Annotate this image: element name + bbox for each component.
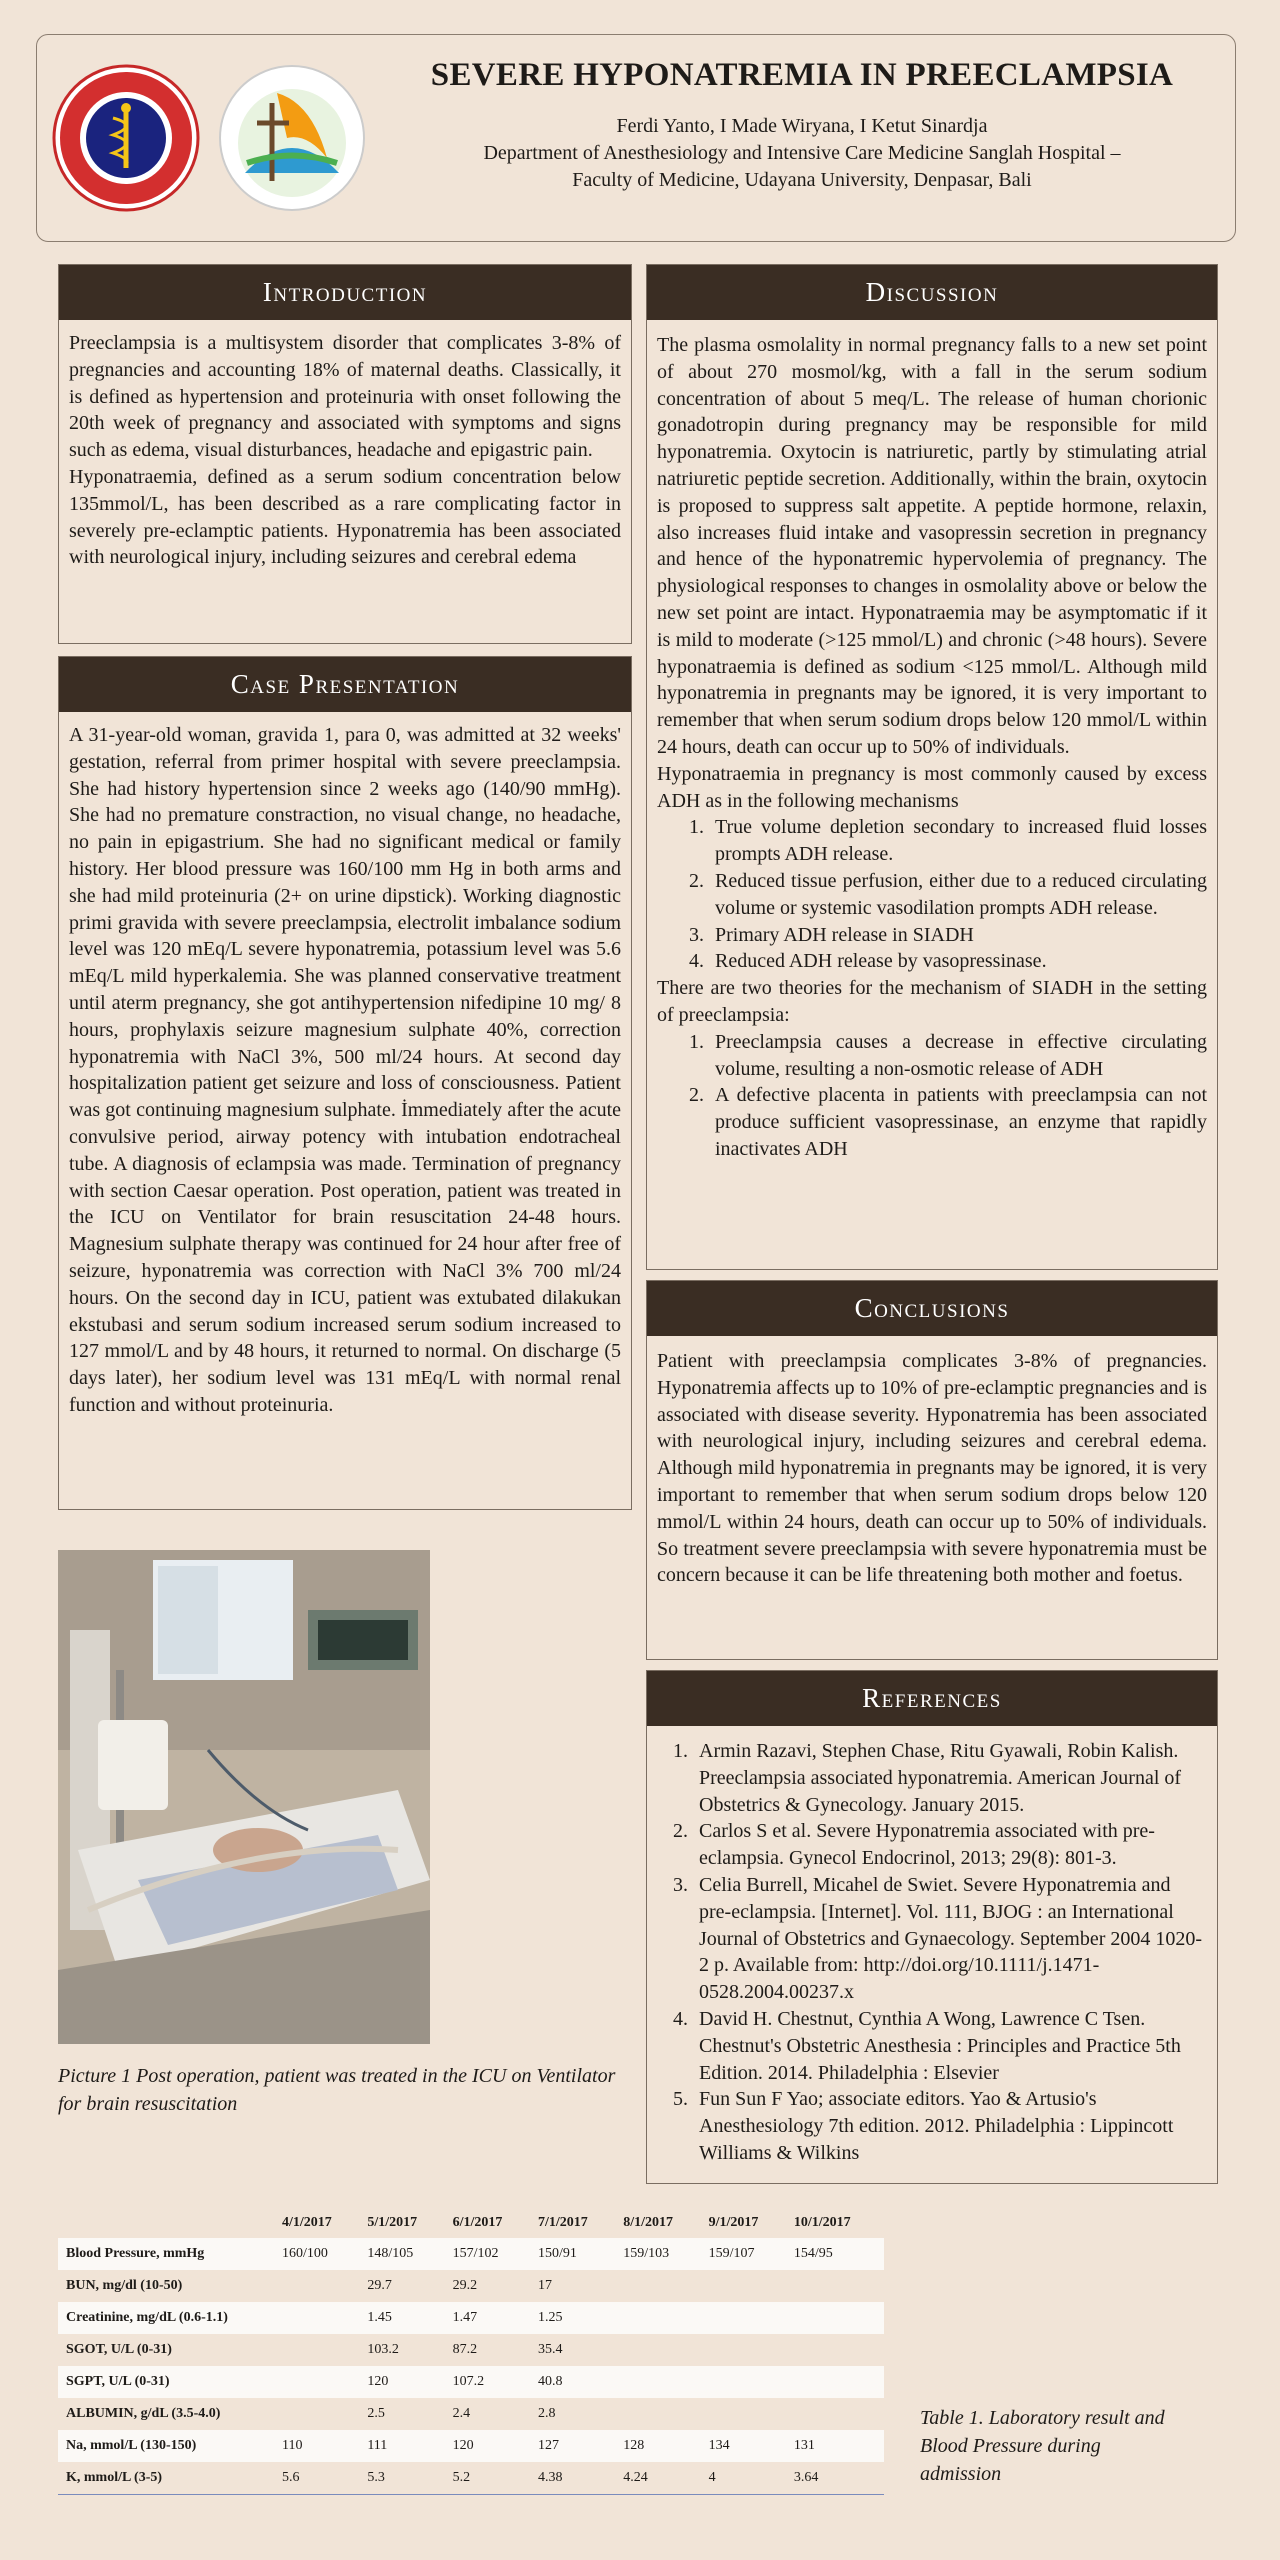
- table-cell: 40.8: [532, 2366, 617, 2398]
- table-cell: [703, 2398, 788, 2430]
- table-cell: 103.2: [367, 2342, 399, 2357]
- table-header-cell: 5/1/2017: [367, 2215, 418, 2230]
- table-cell: 17: [537, 2278, 552, 2293]
- list-item: 2. A defective placenta in patients with preeclampsia can not produce sufficient vasopressinase, an enzyme that rapidly inactivates ADH: [709, 1082, 1207, 1162]
- discussion-paragraph: Hyponatraemia in pregnancy is most commonly caused by excess ADH as in the following mechanisms: [657, 762, 1207, 812]
- photo-caption: Picture 1 Post operation, patient was treated in the ICU on Ventilator for brain resuscitation: [58, 2065, 616, 2115]
- table-cell: 157/102: [447, 2238, 532, 2270]
- table-cell: 159/103: [617, 2238, 702, 2270]
- table-row: [58, 2270, 884, 2302]
- icu-patient-photo: [58, 1550, 430, 2044]
- introduction-body: [59, 320, 631, 571]
- list-item: 2. Reduced tissue perfusion, either due to a reduced circulating volume or systemic vasodilation prompts ADH release.: [709, 868, 1207, 922]
- table-cell: 4: [703, 2462, 788, 2495]
- table-cell: 127: [532, 2430, 617, 2462]
- list-item: 3. Primary ADH release in SIADH: [709, 922, 1207, 949]
- author-block: [377, 113, 1227, 194]
- sanglah-hospital-logo: [217, 63, 367, 213]
- reference-item: 3. Celia Burrell, Micahel de Swiet. Severe Hyponatremia and pre-eclampsia. [Internet]. Vol. 111, BJOG : an International Journal of Obstetrics and Gynaecology. September 2004 1020-2 p. Available from: http://doi.org/10.1111/j.1471-0528.2004.00237.x: [693, 1872, 1207, 2006]
- discussion-heading: Discussion: [647, 265, 1217, 320]
- case-paragraph: A 31-year-old woman, gravida 1, para 0, was admitted at 32 weeks' gestation, referral from primer hospital with severe preeclampsia. She had history hypertension since 2 weeks ago (140/90 mmHg). She had no premature constraction, no visual change, no headache, no pain in epigastrium. She had no significant medical or family history. Her blood pressure was 160/100 mm Hg in both arms and she had mild proteinuria (2+ on urine dipstick). Working diagnostic primi gravida with severe preeclampsia, electrolit imbalance sodium level was 120 mEq/L severe hyponatremia, potassium level was 5.6 mEq/L mild hyperkalemia. She was planned conservative treatment until aterm pregnancy, she got antihypertension nifedipine 10 mg/ 8 hours, prophylaxis seizure magnesium sulphate 40%, correction hyponatremia with NaCl 3%, 500 ml/24 hours. At second day hospitalization patient get seizure and loss of consciousness. Patient was got continuing magnesium sulphate. İmmediately after the acute convulsive period, airway potency with intubation endotracheal tube. A diagnosis of eclampsia was made. Termination of pregnancy with section Caesar operation. Post operation, patient was treated in the ICU on Ventilator for brain resuscitation 24-48 hours. Magnesium sulphate therapy was continued for 24 hour after free of seizure, hyponatremia was correction with NaCl 3% 700 ml/24 hours. On the second day in ICU, patient was extubated dilakukan ekstubasi and serum sodium increased serum sodium increased to 127 mmol/L and by 48 hours, it returned to normal. On discharge (5 days later), her sodium level was 131 mEq/L with normal renal function and without proteinuria.: [69, 724, 621, 1416]
- table-row: [58, 2430, 884, 2462]
- table-row: [58, 2462, 884, 2495]
- table-cell: [617, 2366, 702, 2398]
- table-cell: 110: [276, 2430, 361, 2462]
- reference-item: 2. Carlos S et al. Severe Hyponatremia associated with pre-eclampsia. Gynecol Endocrinol, 2013; 29(8): 801-3.: [693, 1818, 1207, 1872]
- table-header-cell: 9/1/2017: [708, 2215, 759, 2230]
- table-row: [58, 2238, 884, 2270]
- poster-header: [36, 34, 1236, 242]
- table-cell: 148/105: [361, 2238, 446, 2270]
- row-label: Na, mmol/L (130-150): [58, 2430, 276, 2462]
- table-cell: [703, 2302, 788, 2334]
- row-label: SGOT, U/L (0-31): [66, 2342, 172, 2357]
- row-label: Creatinine, mg/dL (0.6-1.1): [58, 2302, 276, 2334]
- siadh-theory-list: [657, 1029, 1207, 1163]
- table-cell: [276, 2334, 361, 2366]
- table-cell: [617, 2334, 702, 2366]
- list-item: 1. Preeclampsia causes a decrease in effective circulating volume, resulting a non-osmotic release of ADH: [709, 1029, 1207, 1083]
- table-caption: Table 1. Laboratory result and Blood Pressure during admission: [920, 2407, 1165, 2485]
- table-header-cell: [58, 2208, 276, 2238]
- row-label: K, mmol/L (3-5): [58, 2462, 276, 2495]
- case-presentation-body: [59, 712, 631, 1419]
- conclusions-paragraph: Patient with preeclampsia complicates 3-8% of pregnancies. Hyponatremia affects up to 10% of pre-eclamptic pregnancies and is associated with disease severity. Hyponatremia has been associated with neurological injury, including seizures and cerebral edema. Although mild hyponatremia in pregnants may be ignored, it is very important to remember that when serum sodium drops below 120 mmol/L within 24 hours, death can occur up to 50% of individuals. So treatment severe preeclampsia with severe hyponatremia must be concern because it can be life threatening both mother and foetus.: [657, 1350, 1207, 1587]
- table-cell: [617, 2270, 702, 2302]
- table-header-cell: 4/1/2017: [282, 2215, 332, 2230]
- table-row: [58, 2302, 884, 2334]
- table-cell: 154/95: [788, 2238, 884, 2270]
- table-cell: 107.2: [447, 2366, 532, 2398]
- discussion-paragraph: The plasma osmolality in normal pregnancy falls to a new set point of about 270 mosmol/kg, with a fall in the serum sodium concentration of about 5 meq/L. The release of human chorionic gonadotropin during pregnancy may be responsible for mild hyponatremia. Oxytocin is natriuretic, partly by stimulating atrial natriuretic peptide secretion. Additionally, within the brain, oxytocin is proposed to suppress salt appetite. A peptide hormone, relaxin, also increases fluid intake and vasopressin secretion in pregnancy and hence of the hyponatremic hypervolemia of pregnancy. The physiological responses to changes in osmolality above or below the new set point are intact. Hyponatraemia may be asymptomatic if it is mild to moderate (>125 mmol/L) and chronic (>48 hours). Severe hyponatraemia is defined as sodium <125 mmol/L. Although mild hyponatremia in pregnants may be ignored, it is very important to remember that when serum sodium drops below 120 mmol/L within 24 hours, death can occur up to 50% of individuals.: [657, 334, 1207, 758]
- reference-item: 1. Armin Razavi, Stephen Chase, Ritu Gyawali, Robin Kalish. Preeclampsia associated hyponatremia. American Journal of Obstetrics & Gynecology. January 2015.: [693, 1738, 1207, 1818]
- poster-title: SEVERE HYPONATREMIA IN PREECLAMPSIA: [430, 57, 1174, 93]
- list-item: 1. True volume depletion secondary to increased fluid losses prompts ADH release.: [709, 814, 1207, 868]
- table-cell: 160/100: [276, 2238, 361, 2270]
- table-cell: 159/107: [703, 2238, 788, 2270]
- table-cell: [276, 2302, 361, 2334]
- row-label: BUN, mg/dl (10-50): [66, 2278, 183, 2293]
- references-heading: References: [647, 1671, 1217, 1726]
- table-cell: 35.4: [537, 2342, 563, 2357]
- table-cell: 29.2: [452, 2278, 478, 2293]
- discussion-paragraph: There are two theories for the mechanism of SIADH in the setting of preeclampsia:: [657, 977, 1207, 1026]
- adh-mechanism-list: [657, 814, 1207, 975]
- table-header-cell: 7/1/2017: [537, 2215, 588, 2230]
- introduction-section: [58, 264, 632, 644]
- affiliation-line-1: Department of Anesthesiology and Intensive Care Medicine Sanglah Hospital –: [483, 142, 1121, 164]
- list-item: 4. Reduced ADH release by vasopressinase.: [709, 948, 1207, 975]
- references-body: [647, 1726, 1217, 2167]
- table-cell: 150/91: [532, 2238, 617, 2270]
- table-cell: [703, 2270, 788, 2302]
- table-cell: 2.8: [537, 2406, 556, 2421]
- table-cell: [788, 2366, 884, 2398]
- affiliation-line-2: Faculty of Medicine, Udayana University, Denpasar, Bali: [572, 169, 1032, 191]
- table-row: [58, 2334, 884, 2366]
- table-cell: 111: [361, 2430, 446, 2462]
- anesthesiology-society-logo: [51, 63, 201, 213]
- table-cell: [788, 2302, 884, 2334]
- table-cell: [703, 2366, 788, 2398]
- table-cell: [788, 2270, 884, 2302]
- table-row: [58, 2366, 884, 2398]
- reference-item: 4. David H. Chestnut, Cynthia A Wong, Lawrence C Tsen. Chestnut's Obstetric Anesthesia : Principles and Practice 5th Edition. 2014. Philadelphia : Elsevier: [693, 2006, 1207, 2086]
- row-label: SGPT, U/L (0-31): [58, 2366, 276, 2398]
- table-header-cell: 6/1/2017: [452, 2215, 503, 2230]
- table-cell: [276, 2270, 361, 2302]
- introduction-paragraph: Preeclampsia is a multisystem disorder that complicates 3-8% of pregnancies and accounting 18% of maternal deaths. Classically, it is defined as hypertension and proteinuria with onset following the 20th week of pregnancy and associated with symptoms and signs such as edema, visual disturbances, headache and epigastric pain.: [69, 332, 621, 462]
- table-cell: 120: [361, 2366, 446, 2398]
- table-cell: 5.2: [447, 2462, 532, 2495]
- table-cell: 87.2: [452, 2342, 478, 2357]
- table-cell: [617, 2398, 702, 2430]
- table-cell: 4.24: [617, 2462, 702, 2495]
- table-header-cell: 8/1/2017: [623, 2215, 674, 2230]
- discussion-section: [646, 264, 1218, 1270]
- table-cell: 4.38: [532, 2462, 617, 2495]
- table-cell: [276, 2398, 361, 2430]
- discussion-body: [647, 320, 1217, 1163]
- table-cell: 2.4: [452, 2406, 471, 2421]
- table-cell: [788, 2398, 884, 2430]
- table-cell: 2.5: [367, 2406, 385, 2421]
- case-presentation-section: [58, 656, 632, 1510]
- conclusions-heading: Conclusions: [647, 1281, 1217, 1336]
- row-label: Blood Pressure, mmHg: [58, 2238, 276, 2270]
- introduction-paragraph: Hyponatraemia, defined as a serum sodium concentration below 135mmol/L, has been described as a rare complicating factor in severely pre-eclamptic patients. Hyponatremia has been associated with neurological injury, including seizures and cerebral edema: [69, 465, 621, 569]
- table-cell: [617, 2302, 702, 2334]
- table-cell: [788, 2334, 884, 2366]
- table-header-row: [58, 2208, 884, 2238]
- table-header-cell: 10/1/2017: [793, 2215, 851, 2230]
- conclusions-body: [647, 1336, 1217, 1589]
- references-list: [657, 1738, 1207, 2167]
- table-cell: 120: [447, 2430, 532, 2462]
- reference-item: 5. Fun Sun F Yao; associate editors. Yao & Artusio's Anesthesiology 7th edition. 2012. Philadelphia : Lippincott Williams & Wilkins: [693, 2086, 1207, 2166]
- table-cell: 5.6: [276, 2462, 361, 2495]
- table-cell: 29.7: [367, 2278, 392, 2293]
- table-cell: [703, 2334, 788, 2366]
- row-label: ALBUMIN, g/dL (3.5-4.0): [66, 2406, 221, 2421]
- table-cell: 1.25: [532, 2302, 617, 2334]
- references-section: [646, 1670, 1218, 2184]
- table-row: [58, 2398, 884, 2430]
- table-cell: 128: [617, 2430, 702, 2462]
- table-cell: [276, 2366, 361, 2398]
- authors: Ferdi Yanto, I Made Wiryana, I Ketut Sinardja: [616, 115, 988, 137]
- table-cell: 1.45: [361, 2302, 446, 2334]
- case-presentation-heading: Case Presentation: [59, 657, 631, 712]
- table-cell: 5.3: [361, 2462, 446, 2495]
- table-cell: 1.47: [447, 2302, 532, 2334]
- conclusions-section: [646, 1280, 1218, 1660]
- table-cell: 134: [703, 2430, 788, 2462]
- laboratory-results-table: [58, 2208, 884, 2495]
- introduction-heading: Introduction: [59, 265, 631, 320]
- table-cell: 131: [788, 2430, 884, 2462]
- table-cell: 3.64: [788, 2462, 884, 2495]
